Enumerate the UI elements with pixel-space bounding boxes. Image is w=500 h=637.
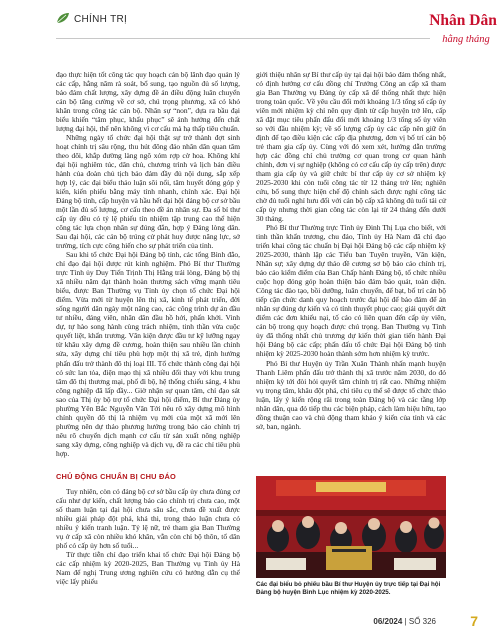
paragraph: giới thiệu nhân sự Bí thư cấp ủy tại đại hội bảo đảm thống nhất, có định hướng cơ cấu đồng chí Trưởng Công an cấp xã tham gia Ban Thường vụ Đảng ủy cấp xã để thống nhất thực hiện trong toàn quốc. Về yêu cầu đổi mới khoảng 1/3 tổng số cấp ủy viên mới nhiệm kỳ chỉ nên quy định từ cấp huyện trở lên, cấp xã đặt mục tiêu phấn đấu đổi mới khoảng 1/3 tổng số ủy viên so với đầu nhiệm kỳ; về số lượng cấp ủy các cấp nên giữ ổn định để tạo điều kiện các cấp địa phương, đơn vị bố trí cán bộ trẻ tham gia cấp ủy. Cùng với đó xem xét, hướng dẫn trường hợp các đồng chí chủ trường cơ quan trong cơ quan hành chính, đơn vị sự nghiệp (không có cơ cấu cấp ủy cấp trên) được tham gia cấp ủy và giữ chức bí thư cấp ủy cơ sở nhiệm kỳ 2025-2030 khi còn tuổi công tác từ 12 tháng trở lên; nghiên cứu, bổ sung thực hiện chế độ chính sách được nghỉ công tác chờ đủ tuổi nghỉ hưu đối với cán bộ cấp xã không đủ tuổi tái cử cấp ủy nhưng thời gian công tác còn lại từ 24 tháng đến dưới 30 tháng. [256, 70, 446, 224]
paragraph: Phó Bí thư Thường trực Tỉnh ủy Đinh Thị Lụa cho biết, với tinh thần khẩn trương, chu đáo, Tỉnh ủy Hà Nam đã chỉ đạo triển khai công tác chuẩn bị Đại hội Đảng bộ các cấp nhiệm kỳ 2025-2030, thành lập các Tiểu ban Tuyên truyền, Văn kiện, Nhân sự; xây dựng dự thảo đề cương sơ bộ báo cáo chính trị, báo cáo kiểm điểm của Ban Chấp hành Đảng bộ, tổ chức nhiều cuộc họp đóng góp hoàn thiện báo đảm báo quát, toàn diện. Công tác đào tạo, bồi dưỡng, luân chuyển, để bạt, bố trí cán bộ tiếp cận chức danh quy hoạch trước đại hội để bảo đảm để án nhân sự đúng dự kiến và có tính thuyết phục cao; giải quyết dứt điểm các đơn khiếu nại, tố cáo có liên quan đến cấp ủy viên, cán bộ trong quy hoạch được chú trọng. Ban Thường vụ Tỉnh ủy đã thống nhất chủ trương dự kiến thời gian tiến hành Đại hội Đảng bộ các cấp; phấn đấu tổ chức Đại hội Đảng bộ tỉnh nhiệm kỳ 2025-2030 hoàn thành sớm hơn nhiệm kỳ trước. [256, 223, 446, 359]
section-label: CHÍNH TRỊ [74, 14, 128, 25]
nhan-dan-logo [429, 3, 497, 55]
page-number: 7 [470, 613, 478, 629]
page-header [0, 0, 500, 58]
leaf-icon [56, 12, 70, 24]
issue-date: 06/2024 [373, 617, 403, 626]
congress-photo [256, 476, 446, 578]
article-column-left [56, 70, 240, 586]
issue-info [373, 617, 436, 626]
svg-text:hằng tháng: hằng tháng [442, 34, 490, 45]
issue-number: SỐ 326 [408, 617, 436, 626]
photo-caption: Các đại biểu bỏ phiếu bầu Bí thư Huyện ủy trực tiếp tại Đại hội Đảng bộ huyện Bình Lục nhiệm kỳ 2020-2025. [256, 581, 441, 596]
paragraph: Những ngày tổ chức đại hội thật sự trở thành đợt sinh hoạt chính trị sâu rộng, thu hút đông đảo nhân dân quan tâm theo dõi, khắp đường làng ngõ xóm rợp cờ hoa. Không khí đại hội nghiêm túc, dân chủ, chương trình và lịch bản điều hành của đoàn chủ tịch bảo đảm đầy đủ nội dung, sắp xếp hợp lý, các đại biểu thảo luận sôi nổi, tâm huyết đóng góp ý kiến, kiến phiếu bằng máy tính nhanh, chính xác. Đại hội Đảng bộ tỉnh, cấp huyện và hầu hết đại hội đảng bộ cơ sở bầu một lần đủ số lượng, cơ cấu theo đề án nhân sự. Đa số bí thư cấp ủy đều có tỷ lệ phiếu tín nhiệm tập trung cao thể hiện công tác lựa chọn nhân sự đúng đắn, hợp ý Đảng lòng dân. Sau đại hội, các cán bộ trúng cử phát huy được năng lực, sở trường, tích cực công hiến cho sự phát triển của tỉnh. [56, 133, 240, 251]
issue-separator: | [404, 617, 407, 626]
paragraph: Sau khi tổ chức Đại hội Đảng bộ tỉnh, các tổng Bình đẳo, chỉ đạo đại hội được rút kinh nghiệm. Phó Bí thư Thường trực Tỉnh ủy Duy Tiến Trịnh Thị Hằng trải lòng, Đảng bộ thị xã nhiều năm đạt thành hoàn thương sách vững mạnh tiêu biểu, được Ban Thường vụ Tỉnh ủy chọn tổ chức Đại hội điểm. Vừa mới từ huyện lên thị xã, kinh tế phát triển, đời sống người dân ngày một nâng cao, các công trình dự án đầu tư nhiều, đáng viên, nhân dân đầu hồ hởi, phấn khởi. Vinh dự, tự hào song hành cùng trách nhiệm, tinh thần vừa cuộc quyết liệt, khẩn trương. Văn kiện được đầu tư kỹ lưỡng ngay từ khâu xây dựng đề cương, hoàn thiện sau nhiều lần chỉnh sửa, xây dựng chỉ tiêu phù hợp một thị xã trẻ, định hướng phấn đấu trở thành đô thị loại III. Tổ chức thành công đại hội có sức lan tỏa, điện mạo thị xã nhiều đổi thay với khu trung tâm đô thị thương mại, phố đi bộ, hệ thống chiếu sáng, 4 khu công nghiệp đã lấp đầy... Giờ nhận sự quan tâm, chỉ đạo sát sao của Thị ủy bộ trợ tổ chức Đại hội điểm, Bí thư Đảng ủy phường Yên Bắc Nguyễn Văn Tới nêu rõ xây dựng mô hình chính quyền đô thị là nhiệm vụ mới của một xã mới lên phường nên dự thảo phương hướng trong báo cáo chính trị nêu rõ chuyển dịch mạnh cơ cấu từ sản xuất nông nghiệp sang xây dựng, công nghiệp và dịch vụ, đề ra các chỉ tiêu phù hợp. [56, 250, 240, 458]
svg-text:Nhân Dân: Nhân Dân [429, 12, 497, 29]
header-rule [56, 38, 430, 39]
paragraph: Phó Bí thư Huyện ủy Trần Xuân Thành nhấn mạnh huyện Thanh Liêm phấn đấu trở thành thị xã trước năm 2030, do đó nhiệm kỳ tới đòi hỏi quyết tâm chính trị rất cao. Những nhiệm vụ trọng tâm, khâu đột phá, chỉ tiêu cụ thể sẽ được tổ chức thảo luận, lấy ý kiến rộng rãi trong toàn Đảng bộ và các tầng lớp nhân dân, qua đó tiếp thu các biện pháp, cách làm hiệu hữu, tạo đồng thuận cao và chủ động tham khảo ý kiến của tỉnh và các sở, ban, ngành. [256, 358, 446, 431]
section-heading: CHỦ ĐỘNG CHUẨN BỊ CHU ĐÁO [56, 471, 176, 481]
paragraph: Tuy nhiên, còn có đảng bộ cơ sở bầu cấp ủy chưa đủng cơ cấu như dự kiến, chất lượng báo cáo chính trị chưa cao, một số tham luận tại đại hội chưa sâu sắc, chưa đề xuất được nhiều giải pháp đột phá, khả thi, trong thảo luận chưa có nhiều ý kiến tranh luận. Tỷ lệ nữ, trẻ tham gia Ban Thường vụ ở cấp xã còn nhiều khó khăn, vẫn còn chỉ bộ thôn, tổ dân phố có cấp ủy hơn số tuổi... [56, 486, 240, 550]
article-column-right [256, 70, 446, 431]
page-footer [0, 608, 500, 637]
paragraph: Từ thực tiễn chỉ đạo triển khai tổ chức Đại hội Đảng bộ các cấp nhiệm kỳ 2020-2025, Ban Thường vụ Tỉnh ủy Hà Nam để nghị Trung ương nghiên cứu có hướng dẫn cụ thể việc lấy phiếu [56, 549, 240, 586]
paragraph: đạo thực hiện tốt công tác quy hoạch cán bộ lãnh đạo quản lý các cấp, hằng năm rà soát, bổ sung, tạo nguồn đủ số lượng, bảo đảm chất lượng, xây dựng đề án điều động luân chuyển cán bộ tăng cường về cơ sở, chú trọng phương, xã có khó khăn trong công tác cán bộ. Nhân sự “non”, dựa ra bầu đại biểu khiến “tâm phục, khẩu phục” sẽ ảnh hưởng đến chất lượng đại hội, thể nên không vì cơ cấu mà hạ thấp tiêu chuẩn. [56, 70, 240, 134]
